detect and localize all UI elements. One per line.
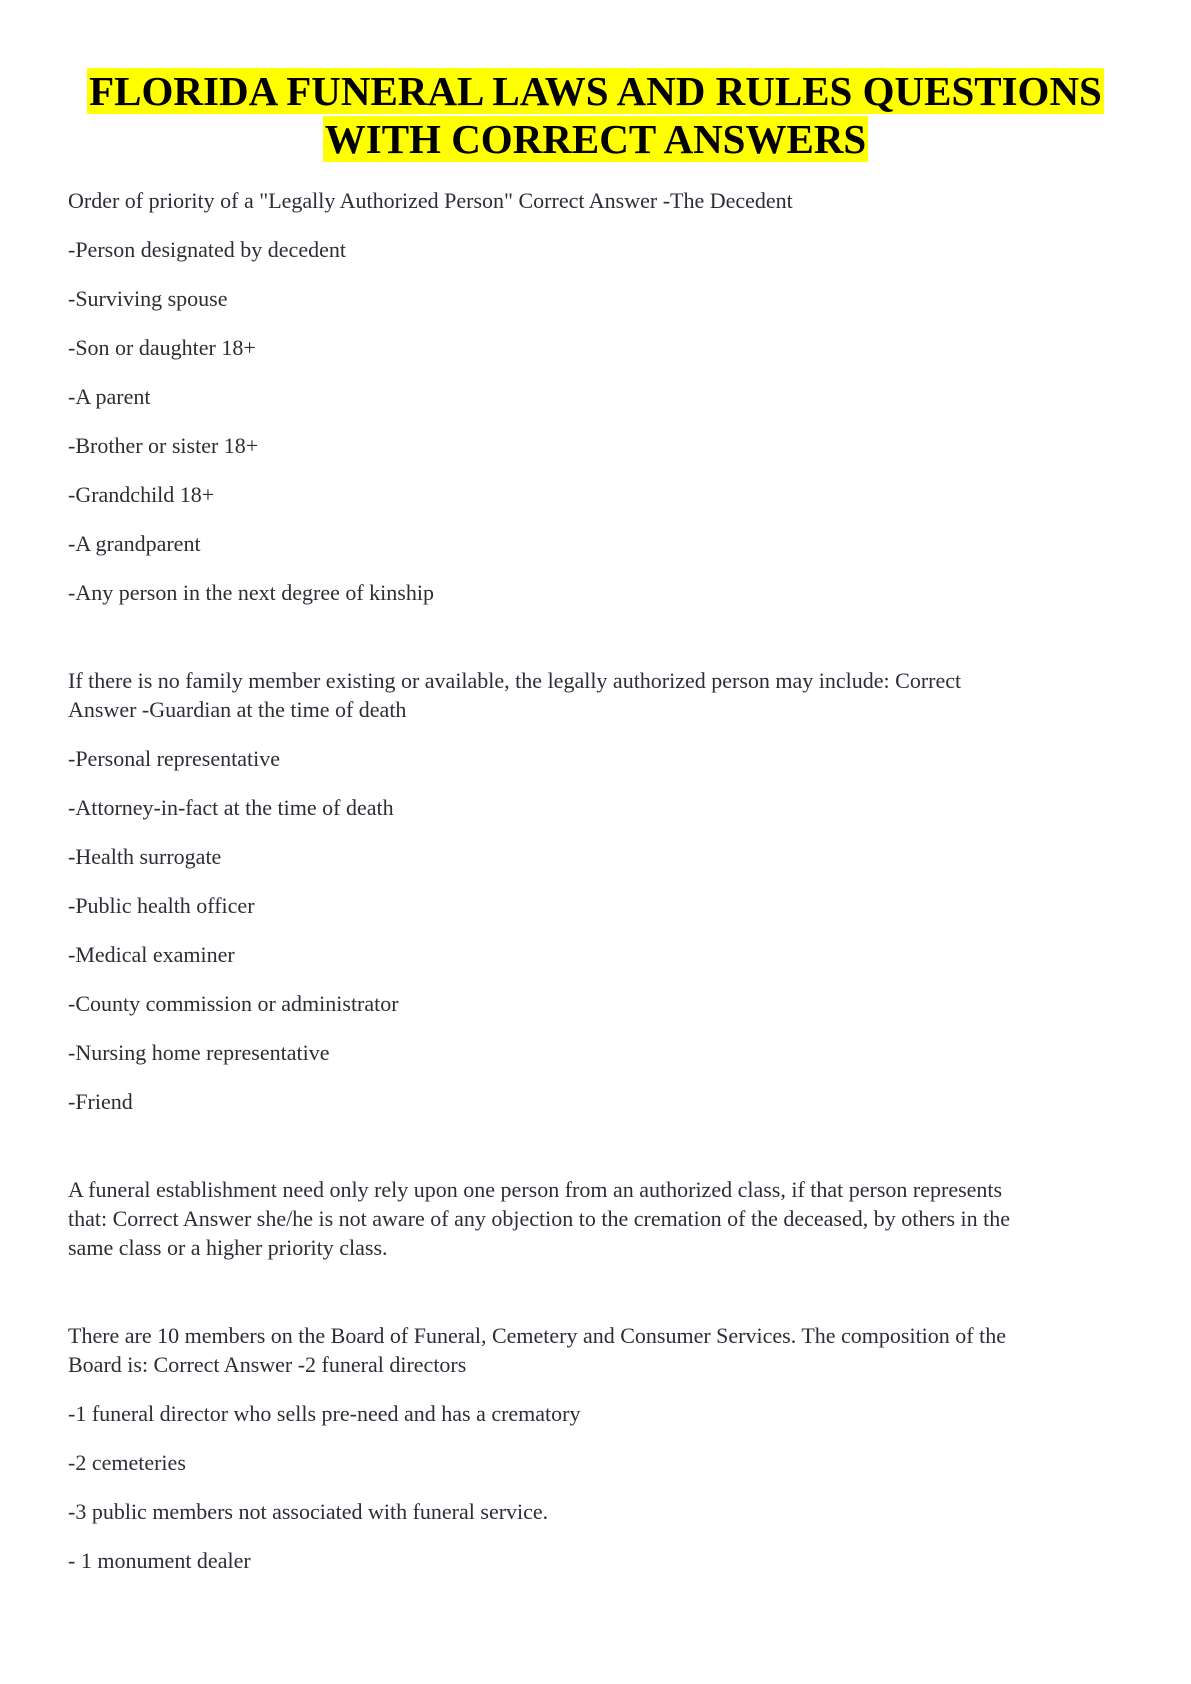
qa-block-3: [68, 1175, 1128, 1262]
answer-item: -Nursing home representative: [68, 1040, 330, 1065]
question-3-line-2: that: Correct Answer she/he is not aware of any objection to the cremation of the deceased, by others in the: [68, 1206, 1011, 1231]
answer-item: -Surviving spouse: [68, 286, 228, 311]
answer-item: -Medical examiner: [68, 942, 235, 967]
block-spacer: [68, 1262, 1128, 1321]
answer-item: - 1 monument dealer: [68, 1548, 251, 1573]
question-4-line-1: There are 10 members on the Board of Funeral, Cemetery and Consumer Services. The composition of the: [68, 1323, 1006, 1348]
answer-item: -A grandparent: [68, 531, 201, 556]
answer-item: -Friend: [68, 1089, 133, 1114]
answer-item: -Any person in the next degree of kinship: [68, 580, 434, 605]
block-spacer: [68, 1116, 1128, 1175]
question-2: [68, 666, 1128, 724]
question-4-line-2: Board is: Correct Answer -2 funeral directors: [68, 1352, 467, 1377]
question-4: [68, 1321, 1128, 1379]
answer-item: -Health surrogate: [68, 844, 222, 869]
question-3-line-3: same class or a higher priority class.: [68, 1235, 388, 1260]
document-body: [68, 186, 1128, 1575]
title-line-1: FLORIDA FUNERAL LAWS AND RULES QUESTIONS: [89, 68, 1102, 114]
answer-item: -A parent: [68, 384, 151, 409]
document-title: [60, 67, 1131, 163]
qa-block-1: [68, 186, 1128, 607]
answer-item: -Personal representative: [68, 746, 280, 771]
answer-item: -Public health officer: [68, 893, 255, 918]
question-1: Order of priority of a "Legally Authorized Person" Correct Answer -The Decedent: [68, 188, 793, 213]
answer-item: -Brother or sister 18+: [68, 433, 259, 458]
title-line-2: WITH CORRECT ANSWERS: [324, 116, 867, 162]
question-2-line-1: If there is no family member existing or available, the legally authorized person may include: Correct: [68, 668, 962, 693]
answer-item: -Son or daughter 18+: [68, 335, 256, 360]
qa-block-4: [68, 1321, 1128, 1575]
answer-item: -1 funeral director who sells pre-need and has a crematory: [68, 1401, 581, 1426]
answer-item: -2 cemeteries: [68, 1450, 186, 1475]
answer-item: -Grandchild 18+: [68, 482, 215, 507]
question-3-line-1: A funeral establishment need only rely upon one person from an authorized class, if that person represents: [68, 1177, 1003, 1202]
question-2-line-2: Answer -Guardian at the time of death: [68, 697, 407, 722]
answer-item: -Attorney-in-fact at the time of death: [68, 795, 394, 820]
answer-item: -3 public members not associated with funeral service.: [68, 1499, 549, 1524]
answer-item: -County commission or administrator: [68, 991, 399, 1016]
block-spacer: [68, 607, 1128, 666]
question-3: [68, 1175, 1128, 1262]
answer-item: -Person designated by decedent: [68, 237, 346, 262]
qa-block-2: [68, 666, 1128, 1116]
